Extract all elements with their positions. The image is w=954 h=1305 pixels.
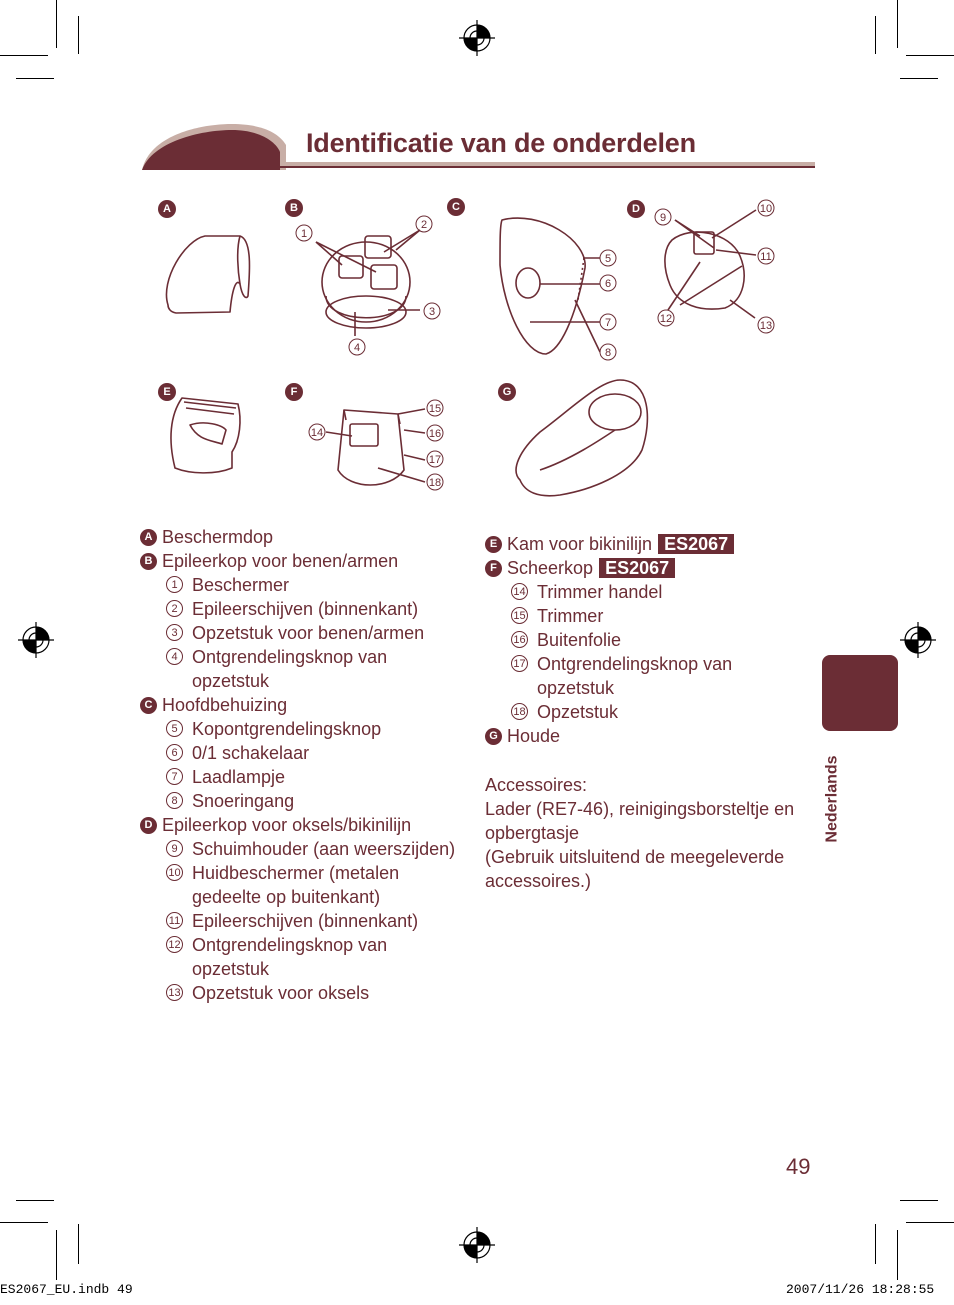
callout-16: 16	[428, 428, 442, 440]
list-item: 13 Opzetstuk voor oksels	[140, 981, 455, 1005]
language-tab	[822, 655, 898, 731]
letter-badge: D	[140, 817, 157, 834]
accessories-line: Lader (RE7-46), reinigingsborsteltje en	[485, 799, 795, 819]
list-item: B Epileerkop voor benen/armen	[140, 549, 455, 573]
letter-badge: F	[485, 560, 502, 577]
letter-badge: C	[140, 697, 157, 714]
list-item: 1 Beschermer	[140, 573, 455, 597]
callout-12: 12	[659, 313, 673, 325]
number-badge: 5	[166, 720, 183, 737]
callout-7: 7	[604, 317, 612, 329]
list-item: 5 Kopontgrendelingsknop	[140, 717, 455, 741]
number-badge: 1	[166, 576, 183, 593]
list-item: 10 Huidbeschermer (metalen	[140, 861, 455, 885]
callout-18: 18	[428, 477, 442, 489]
page-title: Identificatie van de onderdelen	[306, 128, 696, 158]
list-item: 8 Snoeringang	[140, 789, 455, 813]
number-badge: 11	[166, 912, 183, 929]
footer-timestamp: 2007/11/26 18:28:55	[786, 1282, 935, 1297]
list-item: 3 Opzetstuk voor benen/armen	[140, 621, 455, 645]
list-item: 15 Trimmer	[485, 604, 734, 628]
list-item-continuation: gedeelte op buitenkant)	[192, 887, 381, 907]
bikini-comb-drawing	[171, 398, 240, 473]
number-badge: 16	[511, 631, 528, 648]
letter-badge: G	[485, 728, 502, 745]
list-item: 7 Laadlampje	[140, 765, 455, 789]
number-badge: 8	[166, 792, 183, 809]
number-badge: 6	[166, 744, 183, 761]
accessories-heading: Accessoires:	[485, 775, 588, 795]
number-badge: 17	[511, 655, 528, 672]
list-item: G Houde	[485, 724, 734, 748]
number-badge: 4	[166, 648, 183, 665]
callout-17: 17	[428, 454, 442, 466]
number-badge: 7	[166, 768, 183, 785]
number-badge: 9	[166, 840, 183, 857]
figure-letter-e: E	[158, 383, 176, 401]
callout-13: 13	[759, 320, 773, 332]
figure-letter-a: A	[158, 200, 176, 218]
list-item: C Hoofdbehuizing	[140, 693, 455, 717]
callout-15: 15	[428, 403, 442, 415]
callout-14: 14	[310, 427, 324, 439]
figure-letter-d: D	[627, 200, 645, 218]
list-item: 12 Ontgrendelingsknop van	[140, 933, 455, 957]
parts-list-left	[140, 525, 455, 1005]
callout-9: 9	[659, 212, 667, 224]
list-item: D Epileerkop voor oksels/bikinilijn	[140, 813, 455, 837]
callout-6: 6	[604, 278, 612, 290]
footer-file: ES2067_EU.indb 49	[0, 1282, 133, 1297]
list-item: A Beschermdop	[140, 525, 455, 549]
callout-11: 11	[760, 251, 772, 263]
letter-badge: A	[140, 529, 157, 546]
list-item: E Kam voor bikinilijn ES2067	[485, 532, 734, 556]
list-item: 9 Schuimhouder (aan weerszijden)	[140, 837, 455, 861]
callout-2: 2	[420, 219, 428, 231]
figure-letter-c: C	[447, 198, 465, 216]
number-badge: 13	[166, 984, 183, 1001]
list-item-continuation: opzetstuk	[192, 671, 270, 691]
list-item: 4 Ontgrendelingsknop van	[140, 645, 455, 669]
list-item: 16 Buitenfolie	[485, 628, 734, 652]
accessories-line: opbergtasje	[485, 823, 580, 843]
protective-cap-drawing	[166, 236, 249, 313]
parts-illustrations	[0, 0, 954, 520]
number-badge: 18	[511, 703, 528, 720]
list-item-continuation: opzetstuk	[192, 959, 270, 979]
callout-8: 8	[604, 347, 612, 359]
accessories-line: accessoires.)	[485, 871, 592, 891]
callout-1: 1	[300, 228, 308, 240]
shaving-head-drawing	[326, 409, 425, 485]
number-badge: 10	[166, 864, 183, 881]
list-item-continuation: opzetstuk	[537, 678, 615, 698]
callout-5: 5	[604, 253, 612, 265]
list-item: 2 Epileerschijven (binnenkant)	[140, 597, 455, 621]
model-badge: ES2067	[658, 534, 734, 554]
list-item: 17 Ontgrendelingsknop van	[485, 652, 734, 676]
figure-letter-b: B	[285, 199, 303, 217]
language-label: Nederlands	[823, 755, 841, 843]
figure-letter-g: G	[498, 383, 516, 401]
epilating-head-legs-drawing	[316, 230, 420, 336]
list-item: F Scheerkop ES2067	[485, 556, 734, 580]
list-item: 18 Opzetstuk	[485, 700, 734, 724]
model-badge: ES2067	[599, 558, 675, 578]
number-badge: 12	[166, 936, 183, 953]
number-badge: 2	[166, 600, 183, 617]
number-badge: 15	[511, 607, 528, 624]
list-item: 6 0/1 schakelaar	[140, 741, 455, 765]
figure-letter-f: F	[285, 383, 303, 401]
number-badge: 3	[166, 624, 183, 641]
holder-drawing	[516, 380, 647, 496]
accessories-line: (Gebruik uitsluitend de meegeleverde	[485, 847, 785, 867]
letter-badge: E	[485, 536, 502, 553]
page-number: 49	[786, 1154, 811, 1179]
list-item: 11 Epileerschijven (binnenkant)	[140, 909, 455, 933]
callout-4: 4	[353, 342, 361, 354]
list-item: 14 Trimmer handel	[485, 580, 734, 604]
number-badge: 14	[511, 583, 528, 600]
main-body-drawing	[500, 218, 600, 354]
callout-3: 3	[428, 306, 436, 318]
accessories-block	[485, 773, 815, 893]
callout-10: 10	[759, 203, 773, 215]
epilating-head-underarm-drawing	[665, 210, 756, 318]
letter-badge: B	[140, 553, 157, 570]
parts-list-right	[485, 532, 734, 748]
